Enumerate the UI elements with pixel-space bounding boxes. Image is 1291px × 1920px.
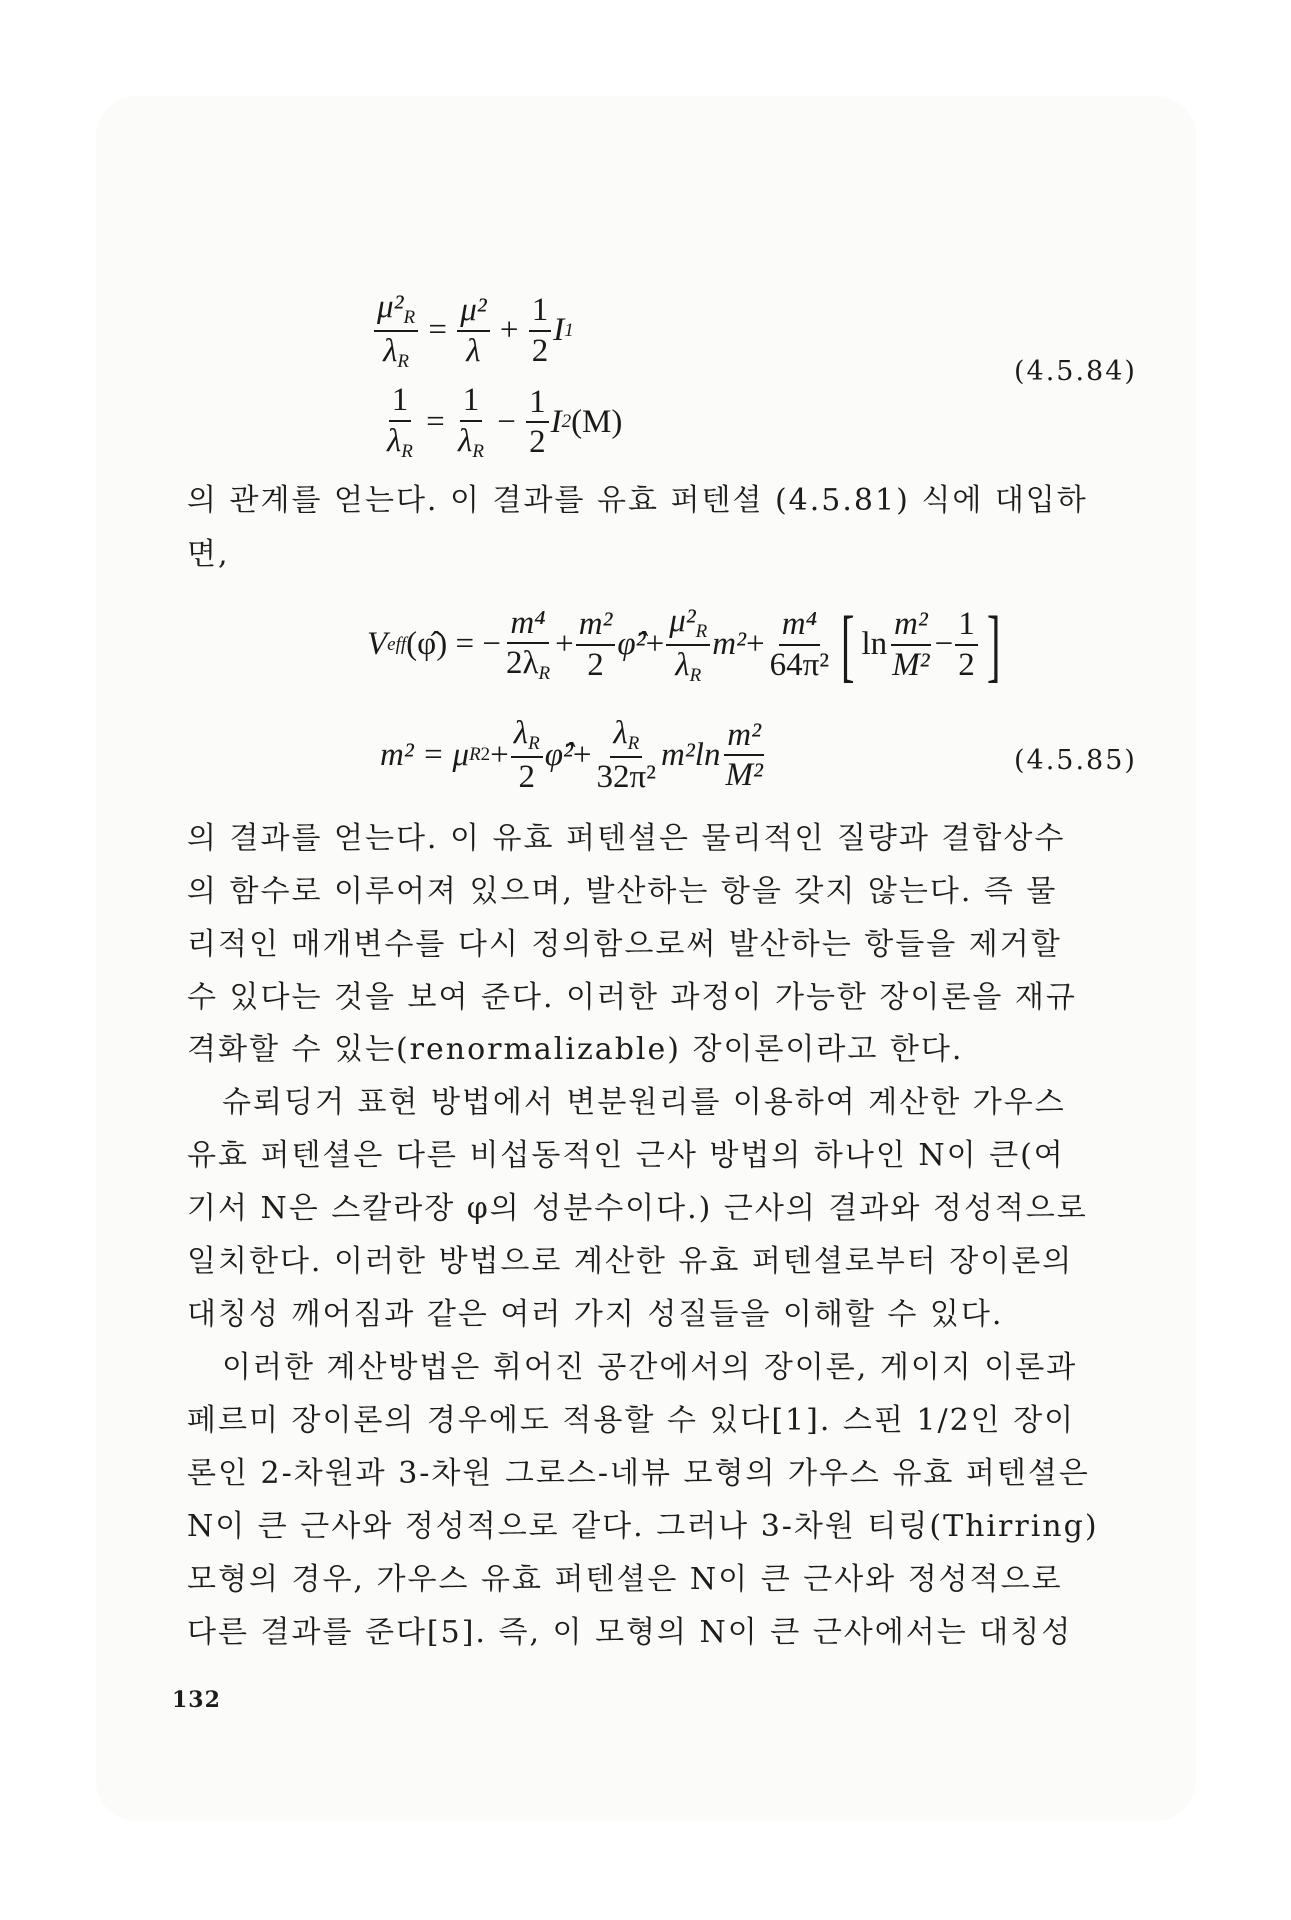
- fraction: $\frac{1}{\lambda_R}$: [387, 382, 413, 462]
- text-line: 면,: [187, 537, 230, 572]
- text-line: 론인 2-차원과 3-차원 그로스-네뷰 모형의 가우스 유효 퍼텐셜은: [187, 1456, 1090, 1491]
- equation-veff: V eff (φ̂) = − $\frac{\text{m⁴}}{2\lambda_R}$ + $\frac{\text{m²}}{2}$ φ̂² + $\frac{\mu^2_R}{\lambda_R}$ m² + $\frac{\text{m⁴}}{\text{64π²}}$ [ ln $\frac{\text{m²}}{\text{M²}}$ − $\frac{1}{2}$ ]: [367, 599, 1001, 691]
- page-number: 132: [172, 1687, 221, 1713]
- text-line: 의 결과를 얻는다. 이 유효 퍼텐셜은 물리적인 질량과 결합상수: [187, 821, 1066, 856]
- text-line: 대칭성 깨어짐과 같은 여러 가지 성질들을 이해할 수 있다.: [187, 1297, 1004, 1332]
- fraction: $\frac{\text{m⁴}}{\text{64π²}}$: [769, 606, 830, 683]
- fraction: $\frac{\text{m²}}{\text{M²}}$: [725, 716, 763, 794]
- fraction: $\frac{1}{2}$: [955, 607, 978, 682]
- text-line: 일치한다. 이러한 방법으로 계산한 유효 퍼텐셜로부터 장이론의: [187, 1244, 1074, 1279]
- equation-4-5-85: m² = μ R 2 + $\frac{\lambda_R}{2}$ φ̂² + $\frac{\lambda_R}{\text{32π²}}$ m²ln $\frac{\text{m²}}{\text{M²}}$: [380, 716, 768, 795]
- equation-4-5-84-line-2: $\frac{1}{\lambda_R}$ = $\frac{1}{\lambda_R}$ − $\frac{1}{2}$ I 2 (M): [382, 383, 622, 462]
- fraction: $\frac{\text{m²}}{\text{M²}}$: [892, 606, 930, 683]
- fraction: $\frac{1}{2}$: [526, 385, 549, 460]
- text-line: 격화할 수 있는(renormalizable) 장이론이라고 한다.: [187, 1032, 964, 1067]
- text-line: 의 관계를 얻는다. 이 결과를 유효 퍼텐셜 (4.5.81) 식에 대입하: [187, 483, 1088, 518]
- text-line: N이 큰 근사와 정성적으로 같다. 그러나 3-차원 티링(Thirring): [187, 1509, 1099, 1544]
- fraction: $\frac{\lambda_R}{2}$: [511, 716, 543, 795]
- equation-number: (4.5.85): [1014, 745, 1137, 776]
- equation-number: (4.5.84): [1014, 356, 1137, 387]
- fraction: $\frac{\text{m²}}{2}$: [576, 607, 616, 682]
- fraction: $\frac{\text{μ²}}{\lambda}$: [457, 293, 489, 368]
- fraction: $\frac{\mu^2_R}{\lambda_R}$: [374, 290, 418, 372]
- text-line: 기서 N은 스칼라장 φ의 성분수이다.) 근사의 결과와 정성적으로: [187, 1191, 1088, 1226]
- fraction: $\frac{1}{\lambda_R}$: [458, 382, 484, 462]
- text-line: 슈뢰딩거 표현 방법에서 변분원리를 이용하여 계산한 가우스: [222, 1085, 1066, 1120]
- text-line: 유효 퍼텐셜은 다른 비섭동적인 근사 방법의 하나인 N이 큰(여: [187, 1138, 1065, 1173]
- fraction: $\frac{\text{m⁴}}{2\lambda_R}$: [505, 604, 551, 685]
- text-line: 수 있다는 것을 보여 준다. 이러한 과정이 가능한 장이론을 재규: [187, 980, 1077, 1015]
- text-line: 이러한 계산방법은 휘어진 공간에서의 장이론, 게이지 이론과: [222, 1350, 1078, 1385]
- fraction: $\frac{\lambda_R}{\text{32π²}}$: [596, 715, 657, 795]
- text-line: 모형의 경우, 가우스 유효 퍼텐셜은 N이 큰 근사와 정성적으로: [187, 1562, 1063, 1597]
- text-line: 리적인 매개변수를 다시 정의함으로써 발산하는 항들을 제거할: [187, 927, 1062, 962]
- fraction: $\frac{1}{2}$: [529, 293, 552, 368]
- fraction: $\frac{\mu^2_R}{\lambda_R}$: [666, 604, 710, 686]
- text-line: 페르미 장이론의 경우에도 적용할 수 있다[1]. 스핀 1/2인 장이: [187, 1403, 1076, 1438]
- text-line: 다른 결과를 준다[5]. 즉, 이 모형의 N이 큰 근사에서는 대칭성: [187, 1615, 1073, 1650]
- text-line: 의 함수로 이루어져 있으며, 발산하는 항을 갖지 않는다. 즉 물: [187, 874, 1058, 909]
- equation-4-5-84-line-1: $\frac{\mu^2_R}{\lambda_R}$ = $\frac{\text{μ²}}{\lambda}$ + $\frac{1}{2}$ I 1: [372, 290, 574, 372]
